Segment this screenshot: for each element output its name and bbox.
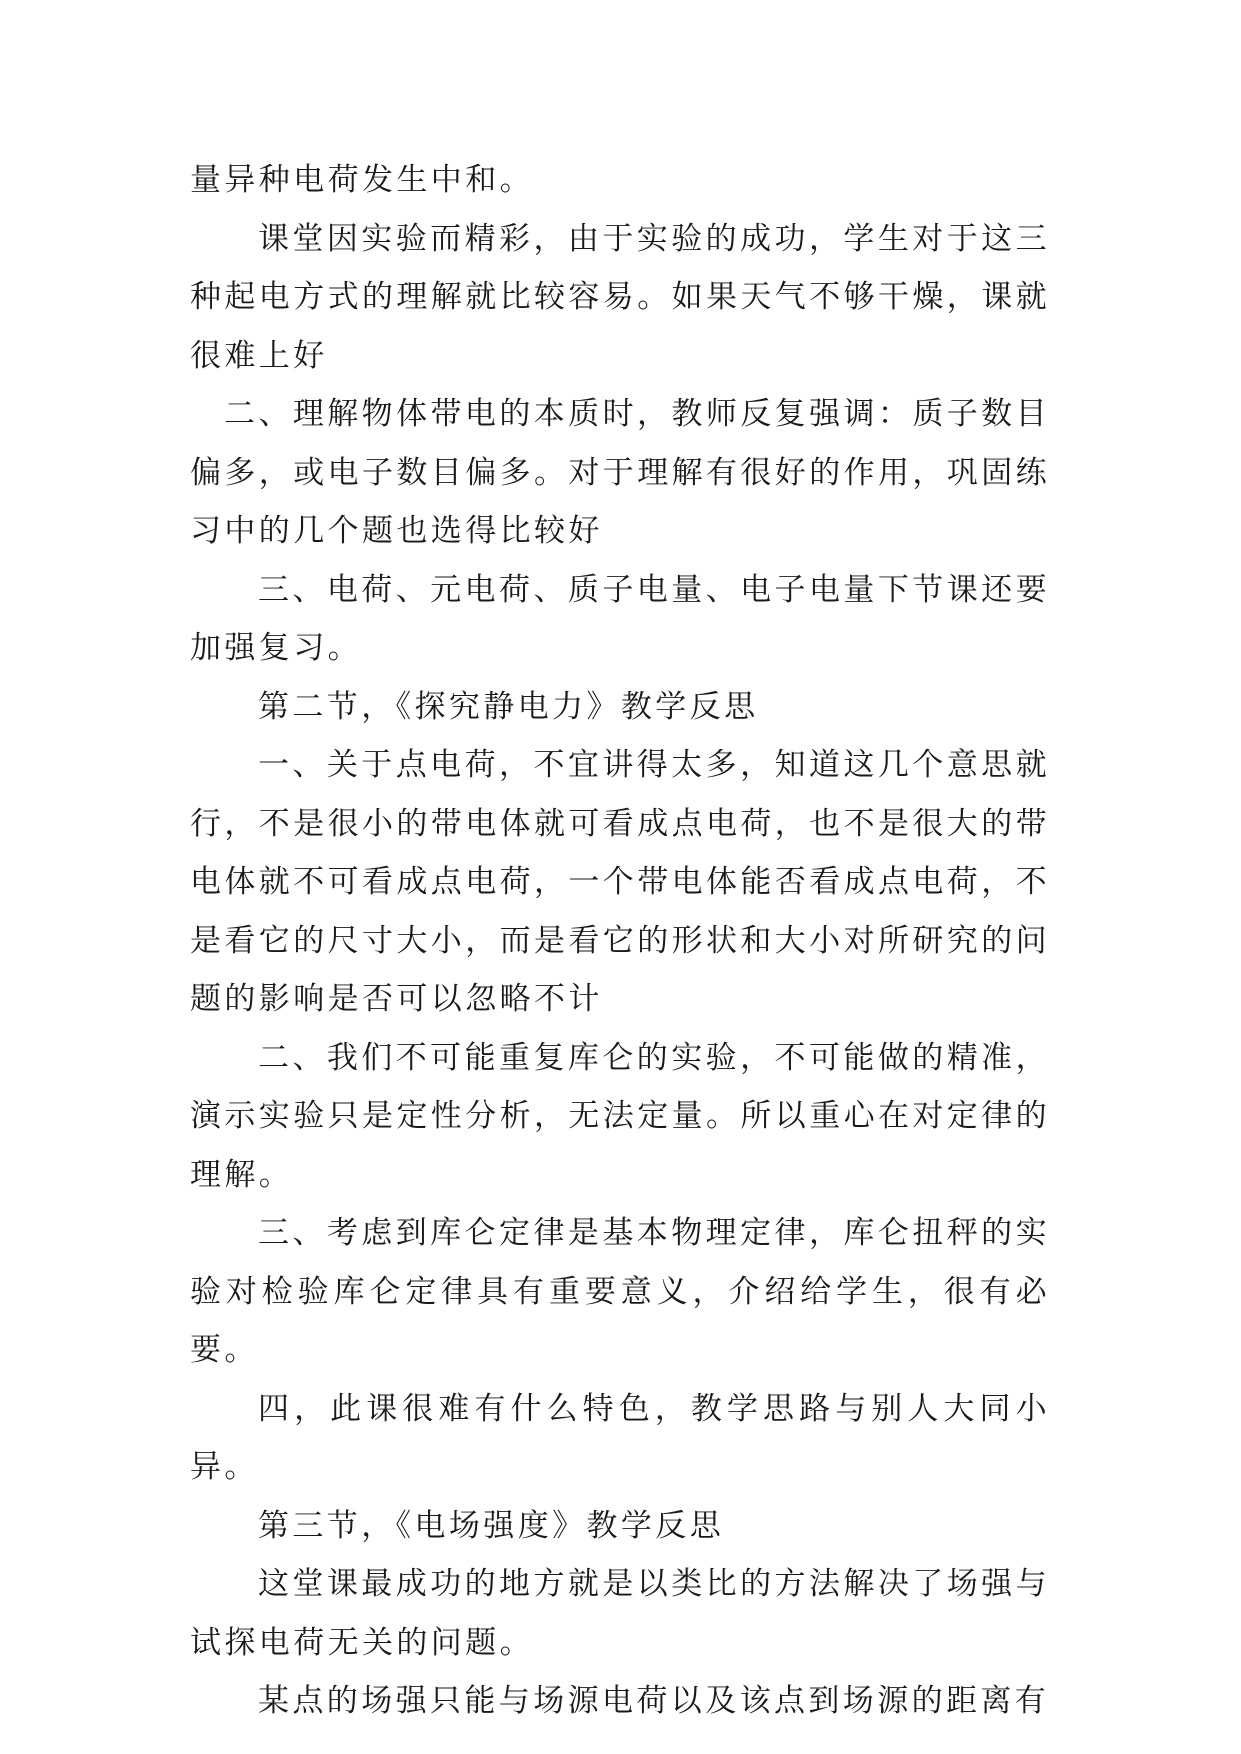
paragraph: 一、关于点电荷，不宜讲得太多，知道这几个意思就行，不是很小的带电体就可看成点电荷，也不是很大的带电体就不可看成点电荷，一个带电体能否看成点电荷，不是看它的尺寸大小，而是看它的形状和大小对所研究的问题的影响是否可以忽略不计: [190, 747, 1050, 1017]
section-heading: 第二节，《探究静电力》教学反思: [258, 688, 759, 725]
paragraph: 三、电荷、元电荷、质子电量、电子电量下节课还要加强复习。: [190, 571, 1050, 666]
paragraph: 二、理解物体带电的本质时，教师反复强调：质子数目偏多，或电子数目偏多。对于理解有很好的作用，巩固练习中的几个题也选得比较好: [190, 396, 1050, 549]
paragraph: 三、考虑到库仑定律是基本物理定律，库仑扭秤的实验对检验库仑定律具有重要意义，介绍给学生，很有必要。: [190, 1215, 1050, 1368]
paragraph: 量异种电荷发生中和。: [190, 162, 534, 198]
document-body: [190, 151, 1050, 1731]
section-heading: 第三节，《电场强度》教学反思: [258, 1507, 725, 1544]
paragraph: 二、我们不可能重复库仑的实验，不可能做的精准，演示实验只是定性分析，无法定量。所以重心在对定律的理解。: [190, 1039, 1050, 1193]
paragraph: 课堂因实验而精彩，由于实验的成功，学生对于这三种起电方式的理解就比较容易。如果天气不够干燥，课就很难上好: [190, 220, 1050, 374]
paragraph: 这堂课最成功的地方就是以类比的方法解决了场强与试探电荷无关的问题。: [190, 1566, 1050, 1661]
paragraph: 某点的场强只能与场源电荷以及该点到场源的距离有: [258, 1683, 1050, 1719]
paragraph: 四，此课很难有什么特色，教学思路与别人大同小异。: [190, 1390, 1050, 1485]
